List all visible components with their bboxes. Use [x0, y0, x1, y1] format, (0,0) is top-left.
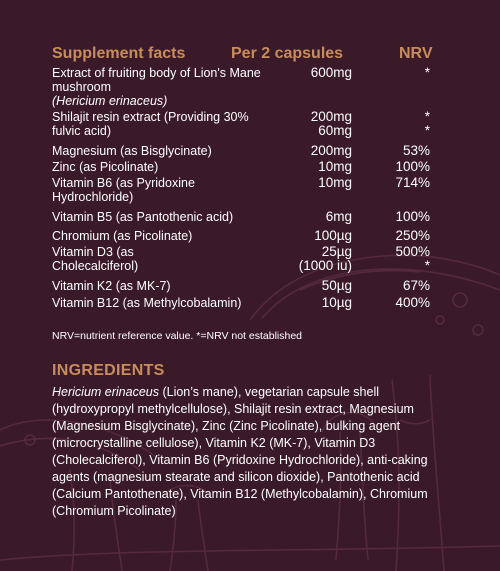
- ingredient-name: Extract of fruiting body of Lion's Mane mushroom: [52, 66, 261, 95]
- ingredient-name: Shilajit resin extract (Providing 30% fulvic acid): [52, 110, 249, 139]
- ingredients-text: [52, 384, 457, 520]
- nrv-value: 250%: [395, 228, 430, 243]
- ingredient-name: Vitamin B6 (as Pyridoxine Hydrochloride): [52, 176, 195, 205]
- table-row: [0, 176, 500, 210]
- nrv-value: 53%: [402, 143, 430, 158]
- nrv-value: *: [424, 65, 430, 80]
- ingredient-name: Vitamin B12 (as Methylcobalamin): [52, 296, 242, 310]
- amount-value: 600mg: [310, 65, 352, 80]
- nrv-value: 100%: [395, 159, 430, 174]
- amount-value: 6mg: [325, 209, 352, 224]
- ingredient-name: Magnesium (as Bisglycinate): [52, 144, 212, 158]
- ingredient-latin-name: (Hericium erinaceus): [52, 94, 168, 109]
- amount-value: 10mg: [318, 175, 352, 190]
- nrv-footnote: NRV=nutrient reference value. *=NRV not established: [52, 330, 303, 342]
- table-row: [0, 66, 500, 110]
- per-2-capsules-heading: Per 2 capsules: [231, 45, 344, 62]
- nrv-value: *: [424, 123, 430, 139]
- table-row: [0, 160, 500, 176]
- ingredients-latin-name: Hericium erinaceus: [52, 385, 159, 399]
- ingredients-heading: INGREDIENTS: [52, 362, 165, 379]
- supplement-facts-table: [0, 66, 500, 313]
- nrv-value: 100%: [395, 209, 430, 224]
- ingredient-name: Vitamin B5 (as Pantothenic acid): [52, 210, 234, 224]
- table-row: [0, 229, 500, 245]
- amount-value: 200mg: [310, 109, 352, 124]
- amount-value: (1000 iu): [298, 258, 352, 274]
- nrv-value: 714%: [395, 175, 430, 190]
- table-row: [0, 296, 500, 313]
- ingredient-name: Chromium (as Picolinate): [52, 229, 193, 243]
- ingredient-name: Zinc (as Picolinate): [52, 160, 159, 174]
- amount-value: 60mg: [318, 123, 352, 139]
- nrv-value: 400%: [395, 295, 430, 310]
- supplement-facts-heading: Supplement facts: [52, 45, 186, 62]
- table-row: [0, 210, 500, 229]
- amount-value: 200mg: [310, 143, 352, 158]
- amount-value: 10µg: [321, 295, 352, 310]
- ingredients-list: (Lion’s mane), vegetarian capsule shell (hydroxypropyl methylcellulose), Shilajit resin extract, Magnesium (Magnesium Bisglycinate), Zinc (Zinc Picolinate), bulking agent (microcrystalline cellulose), Vitamin K2 (MK-7), Vitamin D3 (Cholecalciferol), Vitamin B6 (Pyridoxine Hydrochloride), anti-caking agents (magnesium stearate and silicon dioxide), Pantothenic acid (Calcium Pantothenate), Vitamin B12 (Methylcobalamin), Chromium (Chromium Picolinate): [52, 385, 428, 518]
- amount-value: 10mg: [318, 159, 352, 174]
- table-row: [0, 245, 500, 279]
- amount-value: 25µg: [321, 244, 352, 259]
- nrv-value: *: [424, 258, 430, 274]
- table-row: [0, 279, 500, 296]
- amount-value: 100µg: [314, 228, 352, 243]
- nrv-value: 67%: [402, 278, 430, 293]
- table-row: [0, 144, 500, 160]
- ingredient-name: Vitamin K2 (as MK-7): [52, 279, 171, 293]
- amount-value: 50µg: [321, 278, 352, 293]
- ingredient-name: Vitamin D3 (as Cholecalciferol): [52, 245, 139, 274]
- nrv-heading: NRV: [399, 45, 433, 62]
- nrv-value: 500%: [395, 244, 430, 259]
- nrv-value: *: [424, 109, 430, 124]
- table-row: [0, 110, 500, 144]
